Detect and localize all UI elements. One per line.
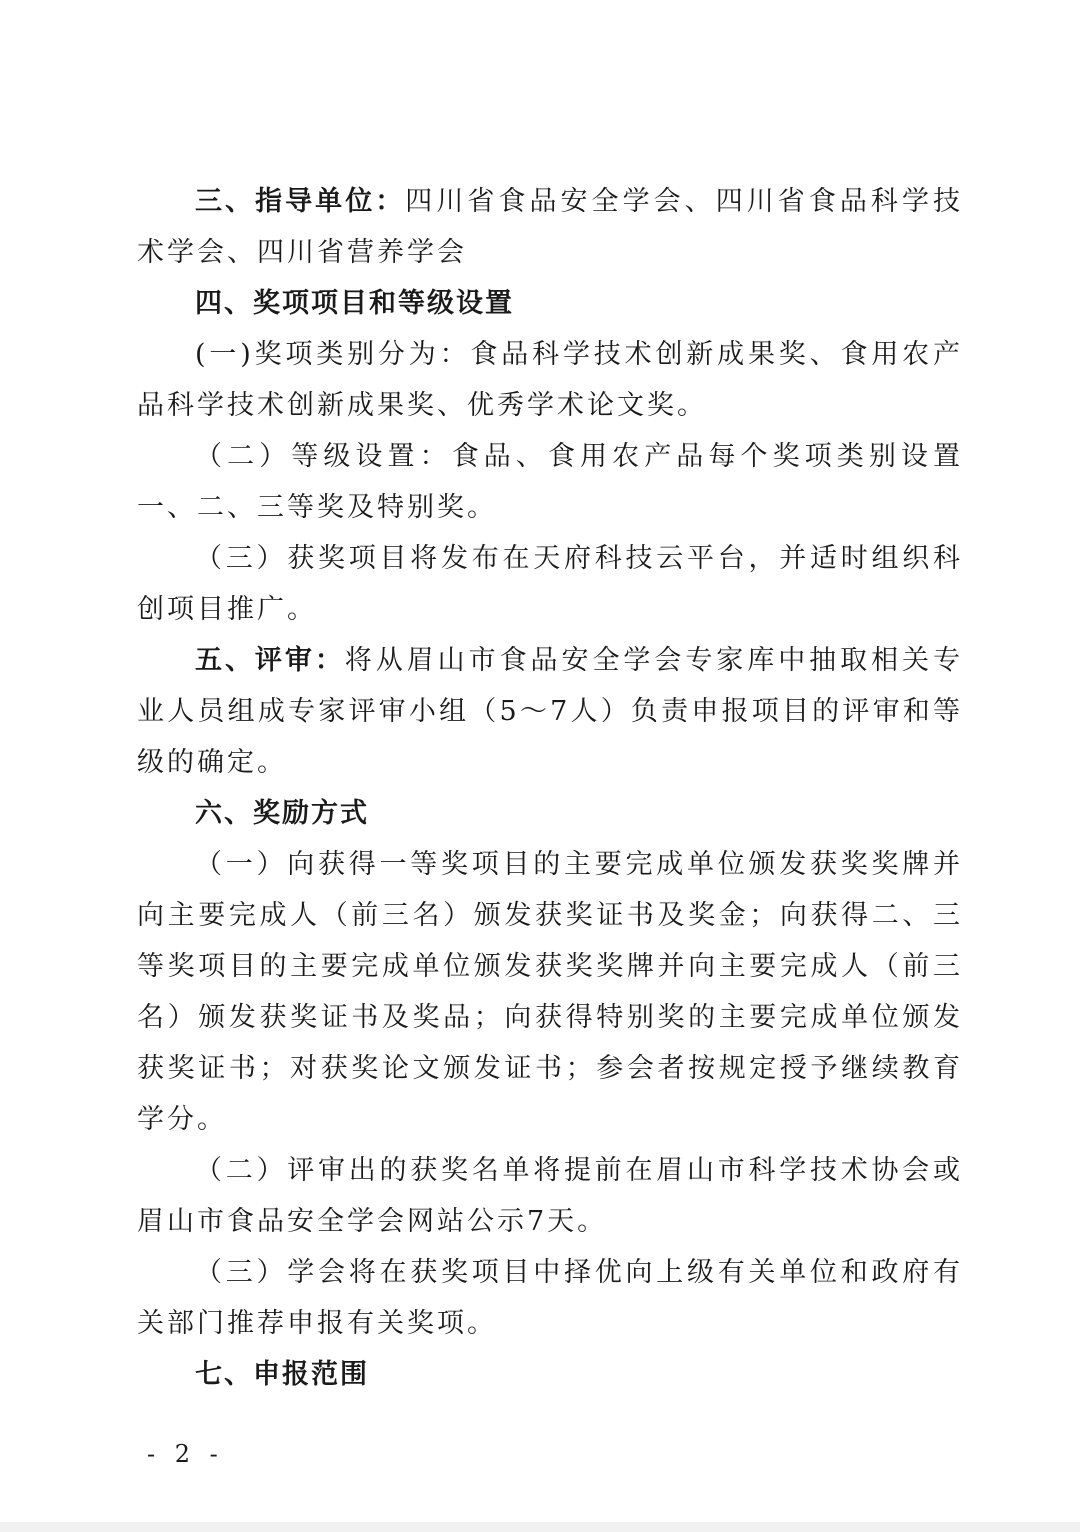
- section-awards-item-3: （三）获奖项目将发布在天府科技云平台，并适时组织科创项目推广。: [137, 543, 963, 625]
- section-reward-item-1: （一）向获得一等奖项目的主要完成单位颁发获奖奖牌并向主要完成人（前三名）颁发获奖证书及奖金；向获得二、三等奖项目的主要完成单位颁发获奖奖牌并向主要完成人（前三名）颁发获奖证书及奖品；向获得特别奖的主要完成单位颁发获奖证书；对获奖论文颁发证书；参会者按规定授予继续教育学分。: [137, 849, 963, 1135]
- section-guide-text: 四川省食品安全学会、四川省食品科学技术学会、四川省营养学会: [137, 186, 964, 268]
- section-guide: [137, 176, 963, 278]
- section-reward-heading: 六、奖励方式: [195, 798, 369, 829]
- section-review: [137, 635, 963, 788]
- page-number: - 2 -: [147, 1440, 224, 1468]
- section-guide-heading: 三、指导单位：: [195, 186, 406, 217]
- section-review-heading: 五、评审：: [195, 645, 345, 676]
- section-reward-item-2: （二）评审出的获奖名单将提前在眉山市科学技术协会或眉山市食品安全学会网站公示7天。: [137, 1155, 963, 1237]
- section-awards-item-2: （二）等级设置：食品、食用农产品每个奖项类别设置一、二、三等奖及特别奖。: [137, 441, 963, 523]
- section-review-text: 将从眉山市食品安全学会专家库中抽取相关专业人员组成专家评审小组（5～7人）负责申报项目的评审和等级的确定。: [137, 645, 964, 778]
- page-bottom-edge: [0, 1522, 1080, 1532]
- section-awards-item-1: (一)奖项类别分为：食品科学技术创新成果奖、食用农产品科学技术创新成果奖、优秀学术论文奖。: [137, 339, 963, 421]
- document-body: [137, 176, 963, 1400]
- section-awards-heading: 四、奖项项目和等级设置: [195, 288, 514, 319]
- section-reward-item-3: （三）学会将在获奖项目中择优向上级有关单位和政府有关部门推荐申报有关奖项。: [137, 1257, 963, 1339]
- section-scope-heading: 七、申报范围: [195, 1359, 369, 1390]
